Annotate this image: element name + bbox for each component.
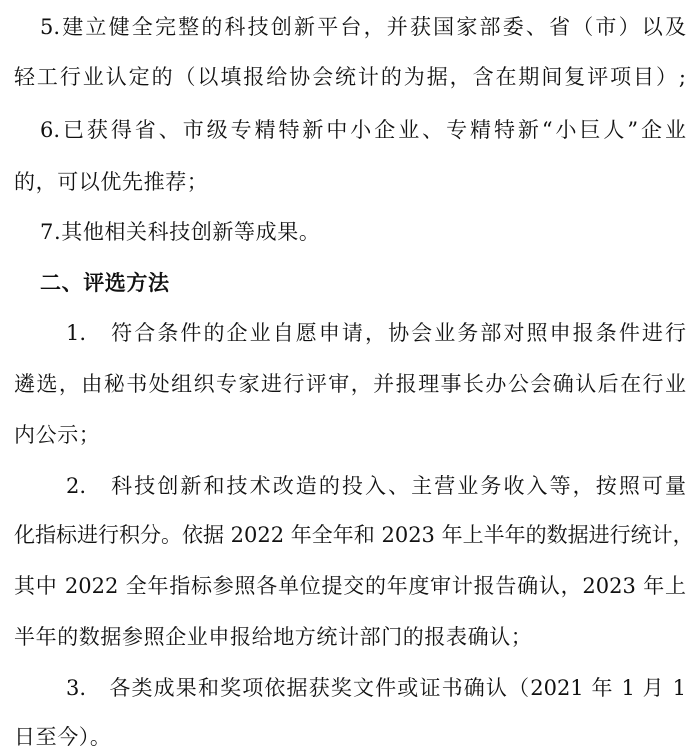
item-7-line-1: 7.其他相关科技创新等成果。 [40, 220, 321, 244]
method-2-line-2: 化指标进行积分。依据 2022 年全年和 2023 年上半年的数据进行统计， [14, 523, 694, 547]
item-5-line-1: 5.建立健全完整的科技创新平台，并获国家部委、省（市）以及 [40, 15, 686, 39]
method-1-line-2: 遴选，由秘书处组织专家进行评审，并报理事长办公会确认后在行业 [14, 372, 686, 396]
method-1-line-3: 内公示； [14, 423, 101, 447]
method-1-line-1: 1. 符合条件的企业自愿申请，协会业务部对照申报条件进行 [66, 321, 686, 345]
item-5-line-2: 轻工行业认定的（以填报给协会统计的为据，含在期间复评项目）; [14, 65, 686, 89]
method-2-line-4: 半年的数据参照企业申报给地方统计部门的报表确认； [14, 625, 533, 649]
item-6-line-2: 的，可以优先推荐； [14, 170, 209, 194]
method-2-line-1: 2. 科技创新和技术改造的投入、主营业务收入等，按照可量 [66, 474, 686, 498]
method-3-line-2: 日至今）。 [14, 725, 112, 749]
method-3-line-1: 3. 各类成果和奖项依据获奖文件或证书确认（2021 年 1 月 1 [66, 676, 686, 700]
method-2-line-3: 其中 2022 全年指标参照各单位提交的年度审计报告确认，2023 年上 [14, 574, 686, 598]
section-heading: 二、评选方法 [40, 271, 170, 295]
item-6-line-1: 6.已获得省、市级专精特新中小企业、专精特新“小巨人”企业 [40, 118, 686, 142]
